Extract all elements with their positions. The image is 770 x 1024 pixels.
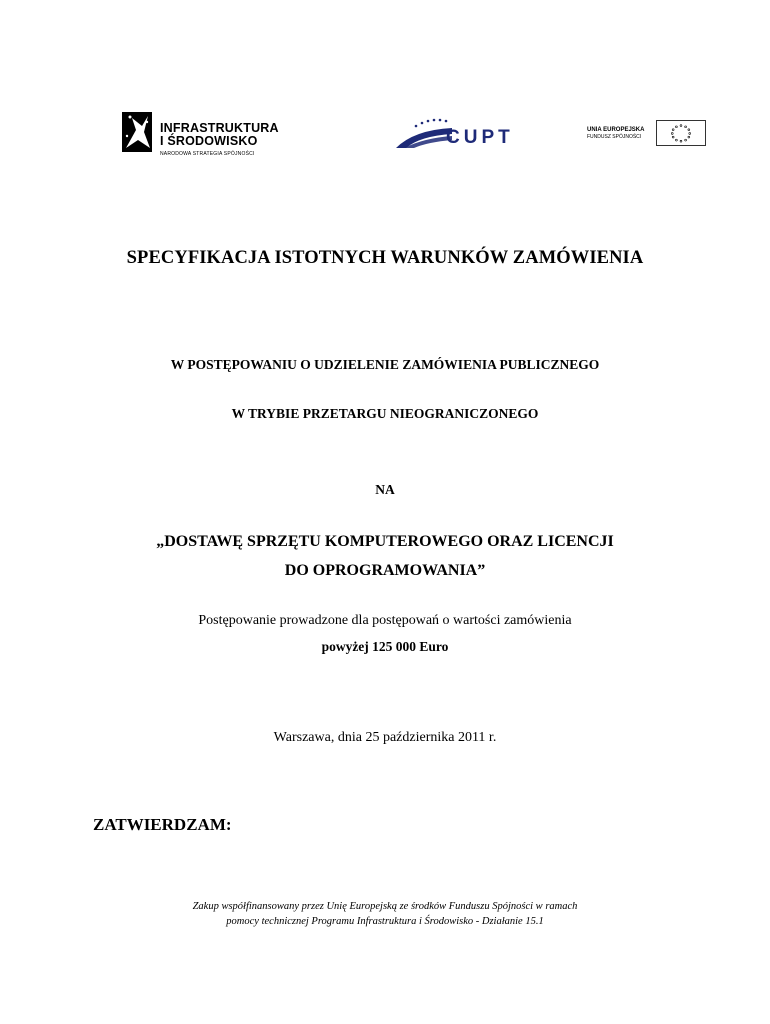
subject-line-1: „DOSTAWĘ SPRZĘTU KOMPUTEROWEGO ORAZ LICENCJI [156, 533, 614, 550]
value-note: Postępowanie prowadzone dla postępowań o wartości zamówienia [198, 613, 572, 628]
logo-text-line3: NARODOWA STRATEGIA SPÓJNOŚCI [160, 151, 255, 157]
procedure-line-2: W TRYBIE PRZETARGU NIEOGRANICZONEGO [231, 406, 539, 421]
approval-label: ZATWIERDZAM: [93, 815, 232, 834]
document-title: SPECYFIKACJA ISTOTNYCH WARUNKÓW ZAMÓWIENIA [126, 248, 644, 268]
footer-line-1: Zakup współfinansowany przez Unię Europejską ze środków Funduszu Spójności w ramach [192, 901, 578, 912]
eu-flag-icon [656, 120, 706, 146]
infrastruktura-logo [120, 108, 280, 158]
na-label: NA [375, 482, 395, 497]
logo-text-line2: I ŚRODOWISKO [160, 134, 258, 148]
eu-logo [586, 118, 708, 148]
logo-text-line1: INFRASTRUKTURA [160, 121, 279, 135]
value-threshold: powyżej 125 000 Euro [321, 639, 449, 654]
procedure-line-1: W POSTĘPOWANIU O UDZIELENIE ZAMÓWIENIA PUBLICZNEGO [170, 357, 600, 372]
cupt-wordmark: CUPT [446, 127, 514, 148]
cupt-logo [394, 116, 514, 152]
footer-line-2: pomocy technicznej Programu Infrastruktura i Środowisko - Działanie 15.1 [226, 916, 544, 927]
eu-logo-line1: UNIA EUROPEJSKA [587, 127, 645, 133]
place-date: Warszawa, dnia 25 października 2011 r. [273, 730, 497, 745]
subject-line-2: DO OPROGRAMOWANIA” [284, 562, 486, 579]
eu-logo-line2: FUNDUSZ SPÓJNOŚCI [587, 134, 642, 140]
star-figure-icon [120, 108, 154, 156]
road-stars-icon [394, 116, 454, 152]
